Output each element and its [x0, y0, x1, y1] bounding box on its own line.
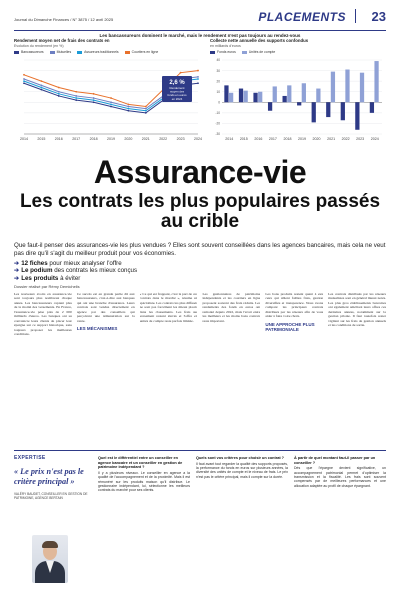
x-tick-label: 2022	[341, 137, 350, 141]
bar	[345, 70, 349, 103]
legend-label: Assureurs traditionnels	[84, 50, 119, 54]
bar	[244, 91, 248, 103]
chart-subtitle: Evolution du rendement (en %)	[14, 44, 64, 48]
x-tick-label: 2016	[254, 137, 263, 141]
legend-item	[210, 50, 236, 54]
interview-body	[98, 455, 386, 589]
section-title: PLACEMENTS	[258, 10, 346, 24]
callout-text: moyen des	[169, 89, 185, 94]
x-tick-label: 2019	[298, 137, 306, 141]
bar	[229, 93, 233, 103]
bar	[355, 102, 359, 129]
expert-portrait	[32, 535, 68, 583]
summary-item	[14, 260, 137, 267]
chart-subtitle: en milliards d'euros	[210, 44, 241, 48]
expert-name: VALÉRY BAUDET, CONSEILLER EN GESTION DE PATRIMOINE, AGENCE BERTAIN	[14, 492, 88, 501]
legend-label: Fonds euros	[217, 50, 236, 54]
legend-label: Mutuelles	[56, 50, 72, 54]
paragraph: Les nouveaux avoirs en assurance-vie sont toujours plus nombreux chaque année. Les bancassureurs captent plus de la moitié des versements. En France, l'assurance-vie pèse près de 2 000 milliards d'euros. Les banques ont su convaincre leurs clients de placer leur épargne sur ce support historique, sans toujours proposer les meilleures conditions.	[14, 292, 72, 337]
data-point	[93, 93, 95, 95]
data-point	[41, 89, 43, 91]
data-point	[41, 87, 43, 89]
bar	[316, 89, 320, 103]
x-tick-label: 2021	[327, 137, 336, 141]
page-subtitle: Les contrats les plus populaires passés au crible	[19, 191, 381, 232]
chart-title: Rendement moyen net de frais des contrats en	[14, 38, 110, 43]
legend-item	[77, 50, 119, 54]
x-tick-label: 2018	[283, 137, 292, 141]
data-point	[23, 80, 25, 82]
bar	[326, 102, 330, 117]
paragraph: Les gestionnaires de patrimoine indépendants et les courtiers en ligne proposent souvent des frais réduits. Les rendements des fonds en euros ont remonté depuis 2022, mais l'écart entre les meilleurs et les moins bons contrats reste important.	[202, 292, 261, 323]
interview-column	[98, 455, 190, 589]
x-tick-label: 2018	[89, 137, 98, 141]
callout-value: 2,6 %	[169, 80, 185, 86]
data-point	[23, 78, 25, 80]
data-point	[41, 80, 43, 82]
callout-text: Rendement	[169, 86, 185, 90]
data-point	[145, 108, 147, 110]
x-tick-label: 2020	[124, 137, 133, 141]
data-point	[128, 106, 130, 108]
data-point	[23, 82, 25, 84]
legend-item	[125, 50, 159, 54]
header-divider	[355, 9, 356, 23]
data-point	[197, 78, 199, 80]
data-point	[93, 99, 95, 101]
data-point	[145, 106, 147, 108]
arrow-right-icon: ➔	[14, 267, 20, 275]
summary-item	[14, 275, 137, 282]
data-point	[128, 108, 130, 110]
arrow-right-icon: ➔	[14, 260, 20, 267]
publication-meta: Journal du Dimanche Finances / N° 3875 / 12 avril 2025	[14, 17, 114, 22]
inflow-bar-chart	[210, 38, 386, 144]
bar	[360, 73, 364, 103]
interview-column	[196, 455, 288, 589]
lead-paragraph: Que faut-il penser des assurances-vie les plus vendues ? Elles sont souvent conseillées dans les agences bancaires, mais cela ne veut pas dire qu'il s'agit du meilleur produit pour vos économies.	[14, 242, 386, 257]
data-point	[110, 97, 112, 99]
x-tick-label: 2015	[239, 137, 248, 141]
data-point	[58, 91, 60, 93]
bar	[297, 102, 301, 105]
line-chart-plot	[14, 56, 204, 144]
page-header	[14, 8, 386, 30]
paragraph: Les contrats distribués par les réseaux mutualistes sont en général mieux notés. Les plus gros établissements bancaires ont également amélioré leurs offres ces dernières années, notamment sur la gestion pilotée. Il faut toutefois rester vigilant sur les frais de gestion annuels et les conditions de sortie.	[328, 292, 386, 328]
interview-answer: Dès que l'épargne devient significative, un accompagnement patrimonial permet d'optimiser la transmission et la fiscalité. Les frais sont souvent compensés par de meilleures performances et une allocation adaptée au profil de chaque épargnant.	[294, 466, 386, 488]
data-point	[110, 104, 112, 106]
data-point	[75, 97, 77, 99]
article-column	[265, 292, 323, 442]
article-column	[140, 292, 198, 442]
x-tick-label: 2017	[268, 137, 277, 141]
byline: Dossier réalisé par Rémy Demichelis	[14, 284, 80, 289]
summary-text: pour mieux analyser l'offre	[49, 260, 122, 267]
expert-quote: « Le prix n'est pas le critère principal »	[14, 467, 84, 486]
legend-swatch	[14, 51, 19, 54]
legend-item	[242, 50, 275, 54]
summary-lead: Les produits	[21, 274, 59, 282]
data-point	[58, 87, 60, 89]
data-point	[75, 91, 77, 93]
summary-text: des contrats les mieux conçus	[54, 267, 138, 275]
paragraph: « Ce qui est frappant, c'est la part de ces contrats dans le marché », résume un spécialiste. Les contrats les plus diffusés ne sont pas forcément les mieux placés dans les classements. Les frais sur versement restent élevés et l'offre en unités de compte reste parfois limitée.	[139, 292, 198, 323]
legend-swatch	[242, 51, 247, 54]
summary-text: à éviter	[60, 274, 81, 282]
x-tick-label: 2017	[72, 137, 81, 141]
x-tick-label: 2015	[37, 137, 46, 141]
x-tick-label: 2014	[20, 137, 28, 141]
y-tick-label: 30	[216, 68, 220, 73]
expertise-tag: EXPERTISE	[14, 455, 46, 461]
bar	[253, 93, 257, 103]
x-tick-label: 2023	[356, 137, 365, 141]
bar	[341, 102, 345, 120]
legend-item	[50, 50, 72, 54]
data-point	[110, 106, 112, 108]
legend-label: Unités de compte	[248, 50, 276, 54]
expertise-box	[14, 450, 386, 590]
legend-swatch	[125, 51, 130, 54]
y-tick-label: 10	[216, 89, 220, 94]
data-point	[58, 93, 60, 95]
legend-swatch	[77, 51, 82, 54]
data-point	[197, 76, 199, 78]
data-point	[58, 95, 60, 97]
x-tick-label: 2019	[107, 137, 115, 141]
y-tick-label: 20	[216, 79, 220, 84]
intertitle: LES MÉCANISMES	[76, 326, 118, 332]
legend-label: Courtiers en ligne	[131, 50, 159, 54]
legend-item	[14, 50, 44, 54]
x-tick-label: 2021	[141, 137, 150, 141]
summary-list	[14, 260, 137, 282]
bar-chart-plot	[210, 56, 386, 144]
yield-line-chart	[14, 38, 204, 144]
legend-swatch	[210, 51, 215, 54]
data-point	[75, 95, 77, 97]
x-tick-label: 2023	[176, 137, 185, 141]
arrow-right-icon: ➔	[14, 274, 20, 282]
y-tick-label: 40	[216, 58, 220, 63]
data-point	[180, 72, 182, 74]
summary-lead: 12 fiches	[21, 260, 48, 267]
data-point	[41, 84, 43, 86]
y-tick-label: 0	[218, 100, 220, 105]
page-number: 23	[371, 9, 386, 24]
summary-item	[14, 267, 137, 274]
bar	[370, 102, 374, 113]
x-tick-label: 2024	[194, 137, 202, 141]
infographic-headline: Les bancassureurs dominent le marché, mais le rendement n'est pas toujours au rendez-vous	[14, 30, 386, 38]
data-point	[110, 101, 112, 103]
bar	[258, 92, 262, 103]
bar	[268, 102, 272, 110]
bar	[273, 86, 277, 102]
legend-swatch	[50, 51, 55, 54]
intertitle: UNE APPROCHE PLUS PATRIMONIALE	[265, 321, 315, 332]
bar	[331, 72, 335, 103]
y-tick-label: -30	[215, 132, 220, 137]
interview-column	[294, 455, 386, 589]
data-point	[128, 110, 130, 112]
x-tick-label: 2020	[312, 137, 321, 141]
callout-text: fonds en euros	[167, 93, 187, 98]
chart-legend	[210, 50, 386, 54]
x-tick-label: 2016	[54, 137, 63, 141]
page-title: Assurance-vie	[93, 154, 307, 190]
interview-question: Quel est le différentiel entre un conseiller en agence bancaire et un conseiller en gestion de patrimoine indépendant ?	[98, 456, 183, 470]
data-point	[23, 74, 25, 76]
y-tick-label: -10	[215, 111, 220, 116]
bar	[287, 85, 291, 102]
expertise-sidebar	[14, 455, 92, 589]
article-column	[14, 292, 72, 442]
data-point	[197, 70, 199, 72]
bar	[302, 83, 306, 102]
data-point	[197, 82, 199, 84]
article-body	[14, 292, 386, 442]
x-tick-label: 2014	[225, 137, 234, 141]
data-point	[145, 110, 147, 112]
bar	[239, 89, 243, 103]
y-tick-label: -20	[215, 121, 220, 126]
bar	[374, 61, 378, 102]
summary-lead: Le podium	[21, 267, 53, 275]
data-point	[93, 101, 95, 103]
x-tick-label: 2024	[370, 137, 379, 141]
article-column	[77, 292, 135, 442]
data-point	[75, 99, 77, 101]
bar	[312, 102, 316, 122]
data-point	[93, 97, 95, 99]
chart-title: Collecte nette annuelle des supports confondus	[210, 38, 309, 43]
callout-text: en 2024	[171, 96, 183, 101]
x-tick-label: 2022	[159, 137, 168, 141]
interview-question: Quels sont vos critères pour choisir un contrat ?	[196, 456, 284, 460]
chart-legend	[14, 50, 204, 54]
paragraph: Ce succès est en grande partie dû aux bancassureurs, c'est-à-dire aux banques qui ont une branche d'assurance. Leurs contrats sont vendus directement en agence par des conseillers qui perçoivent une rémunération sur la vente.	[76, 292, 135, 323]
paragraph: Les bons produits restent quant à eux ceux qui allient faibles frais, gestion diversifiée et transparence. Nous avons comparé les principaux contrats distribués par les réseaux afin de vous aider à faire votre choix.	[265, 292, 324, 319]
bar	[283, 96, 287, 102]
legend-label: Bancassureurs	[21, 50, 44, 54]
article-column	[328, 292, 386, 442]
article-column	[202, 292, 260, 442]
interview-question: À partir de quel montant faut-il passer par un conseiller ?	[294, 456, 376, 465]
interview-answer: Il y a plusieurs niveaux. Le conseiller en agence a la qualité de l'accompagnement et de la proximité. Mais il est rémunéré sur les produits maison qu'il distribue. Le gestionnaire indépendant, lui, sélectionne les meilleurs contrats du marché pour ses clients.	[98, 470, 190, 493]
bar	[224, 85, 228, 102]
data-point	[145, 112, 147, 114]
interview-answer: Il faut avant tout regarder la qualité des supports proposés, la performance du fonds en euros sur plusieurs années, la diversité des unités de compte et le niveau de frais. Le prix n'est pas le critère principal, mais il compte sur la durée.	[196, 461, 288, 479]
data-point	[128, 104, 130, 106]
